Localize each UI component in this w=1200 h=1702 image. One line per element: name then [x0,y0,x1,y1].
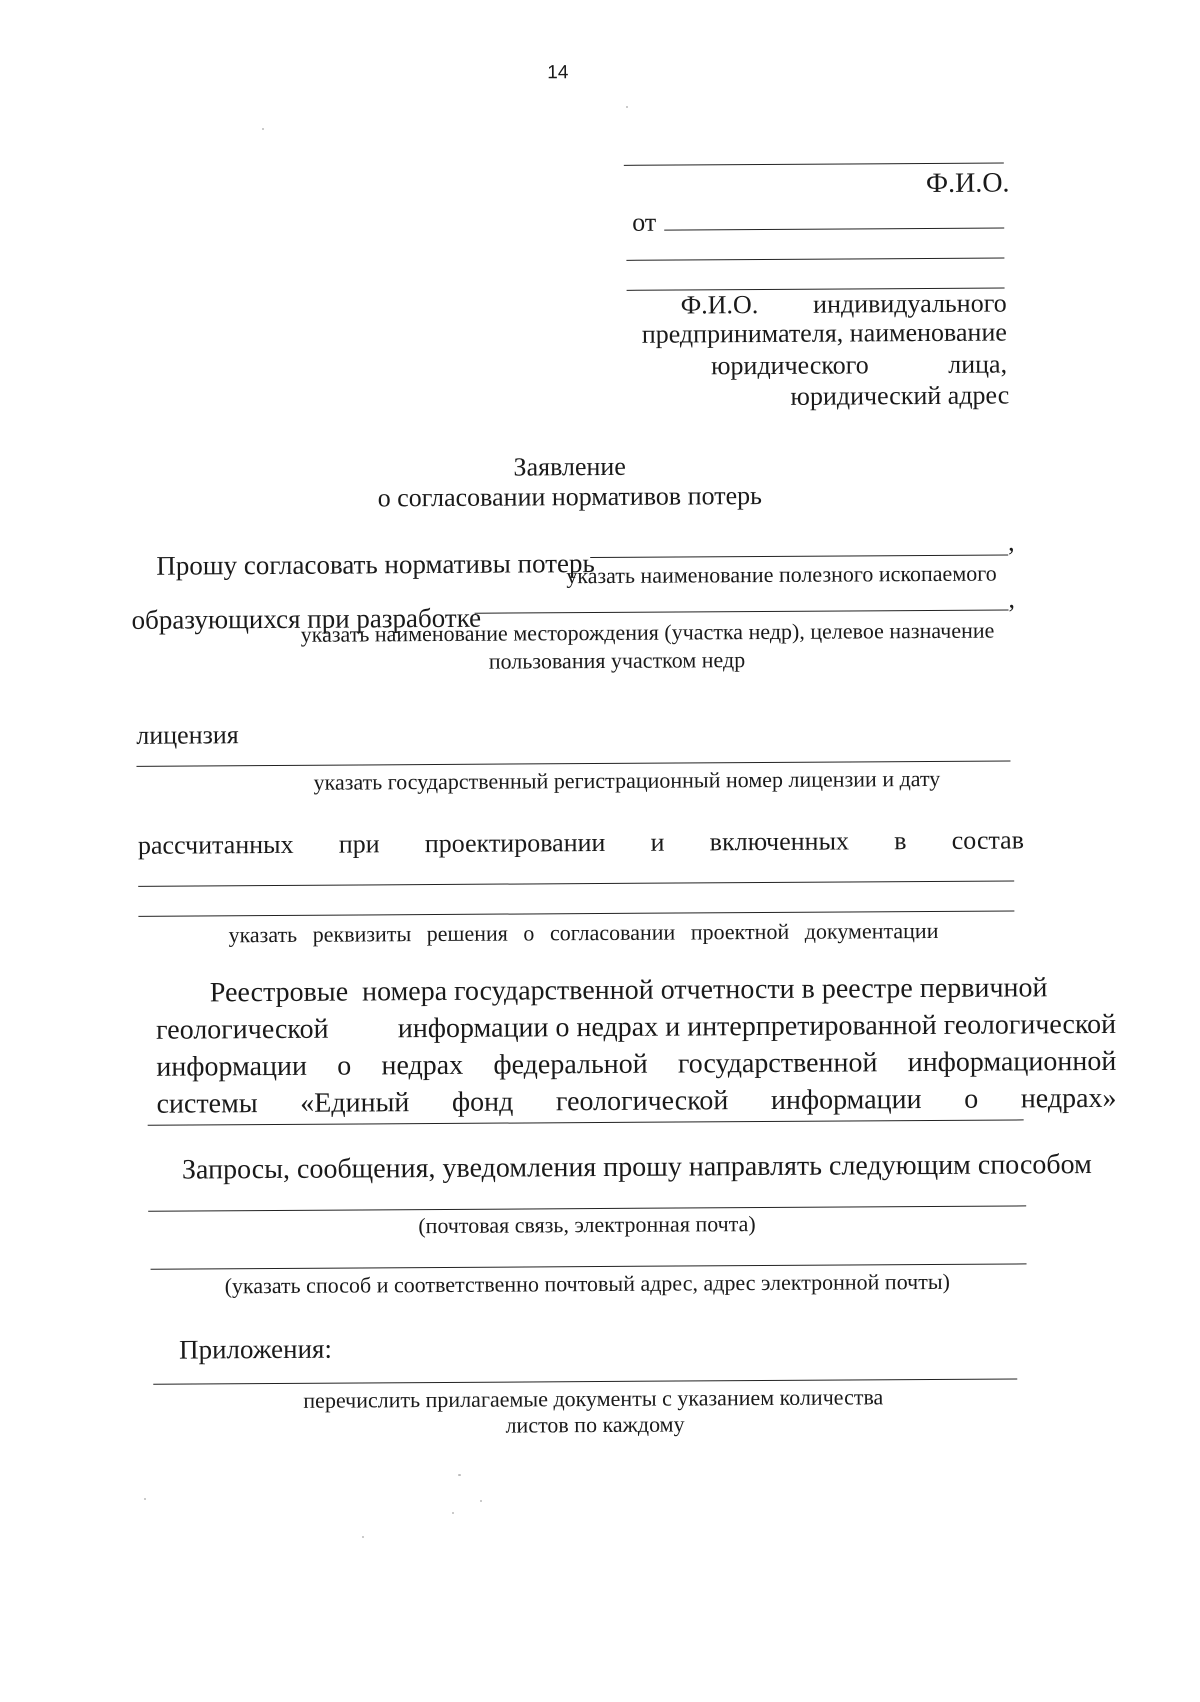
design-docs-hint-word: документации [804,917,939,944]
development-text: образующихся при разработке [131,602,482,635]
calculated-row [138,825,1024,860]
applicant-caption-legal: юридического [710,350,869,381]
deposit-name-line[interactable] [475,609,1009,613]
method-address-hint: (указать способ и соответственно почтовый адрес, адрес электронной почты) [224,1268,950,1299]
registry-word: о [964,1083,979,1115]
license-hint: указать государственный регистрационный номер лицензии и дату [313,765,941,795]
design-docs-hint-word: проектной [690,918,790,945]
method-line[interactable] [148,1205,1026,1211]
scan-speck [362,1536,364,1538]
registry-word: информации [156,1050,308,1083]
applicant-caption-individual: индивидуального [813,288,1007,319]
registry-line-2 [156,1006,1116,1049]
scan-speck [262,128,264,130]
calculated-word: состав [951,825,1025,855]
mineral-name-hint: указать наименование полезного ископаемого [566,560,997,589]
attachments-hint-line-1: перечислить прилагаемые документы с указанием количества [303,1384,884,1413]
design-docs-hint-word: решения [426,920,508,947]
deposit-hint-line-1: указать наименование месторождения (участка недр), целевое назначение [300,617,995,647]
development-comma: , [1008,584,1016,614]
calculated-word: рассчитанных [137,829,294,860]
calculated-word: и [650,827,665,857]
registry-line-1 [156,969,1116,1012]
applicant-caption-row-1 [681,289,1007,321]
registry-word: «Единый [300,1087,410,1119]
registry-paragraph [156,969,1117,1123]
design-docs-line-1[interactable] [138,880,1014,886]
registry-word: информации о недрах и интерпретированной геологической [397,1008,1117,1045]
registry-word: о [337,1050,352,1082]
addressee-fio-line[interactable] [624,163,1004,166]
registry-word: информационной [907,1045,1117,1079]
registry-word: фонд [451,1086,514,1118]
registry-word: информации [770,1084,922,1116]
document-subtitle: о согласовании нормативов потерь [377,481,763,513]
registry-line-3 [156,1043,1116,1086]
applicant-caption-row-2: предпринимателя, наименование [641,317,1007,349]
registry-word: государственной [677,1047,878,1080]
applicant-caption-entity: лица, [948,349,1008,379]
design-docs-line-2[interactable] [138,910,1014,916]
scan-speck [458,1474,461,1476]
deposit-hint-line-2: пользования участком недр [488,647,746,674]
applicant-caption-row-3 [711,350,1007,382]
scan-speck [480,1500,482,1502]
registry-word: системы [156,1088,258,1120]
request-comma: , [1008,527,1015,557]
scan-speck [144,1498,146,1500]
attachments-hint-line-2: листов по каждому [505,1411,685,1438]
calculated-word: при [338,829,380,859]
calculated-word: в [894,826,907,856]
registry-word: геологической [156,1013,329,1046]
scan-speck [452,1512,454,1514]
registry-word: геологической [555,1085,729,1118]
registry-line-4 [156,1080,1116,1123]
attachments-line[interactable] [153,1378,1017,1384]
design-docs-hint-word: согласовании [549,919,676,946]
calculated-word: включенных [709,826,850,857]
applicant-caption-fio: Ф.И.О. [680,290,759,320]
license-label: лицензия [136,720,239,750]
design-docs-hint-word: указать [228,921,298,948]
attachments-label: Приложения: [178,1333,332,1365]
design-docs-hint [228,918,938,948]
registry-line-1-text: Реестровые номера государственной отчетности в реестре первичной [209,972,1048,1009]
addressee-fio-label: Ф.И.О. [925,167,1010,199]
requests-method-text: Запросы, сообщения, уведомления прошу направлять следующим способом [181,1149,1092,1186]
request-text: Прошу согласовать нормативы потерь [156,548,595,581]
applicant-caption-row-4: юридический адрес [790,380,1010,411]
document-title: Заявление [513,451,626,482]
registry-word: недрах [381,1049,464,1082]
page-number: 14 [547,62,569,84]
applicant-line-2[interactable] [626,258,1004,261]
scan-speck [626,106,628,108]
registry-word: недрах» [1020,1082,1117,1115]
design-docs-hint-word: о [523,920,535,946]
design-docs-hint-word: реквизиты [312,921,412,947]
registry-word: федеральной [493,1048,648,1081]
mineral-name-line[interactable] [590,555,1008,559]
method-hint: (почтовая связь, электронная почта) [418,1211,756,1239]
from-label: от [632,207,657,237]
calculated-word: проектировании [424,827,606,859]
applicant-line-1[interactable] [664,228,1004,231]
